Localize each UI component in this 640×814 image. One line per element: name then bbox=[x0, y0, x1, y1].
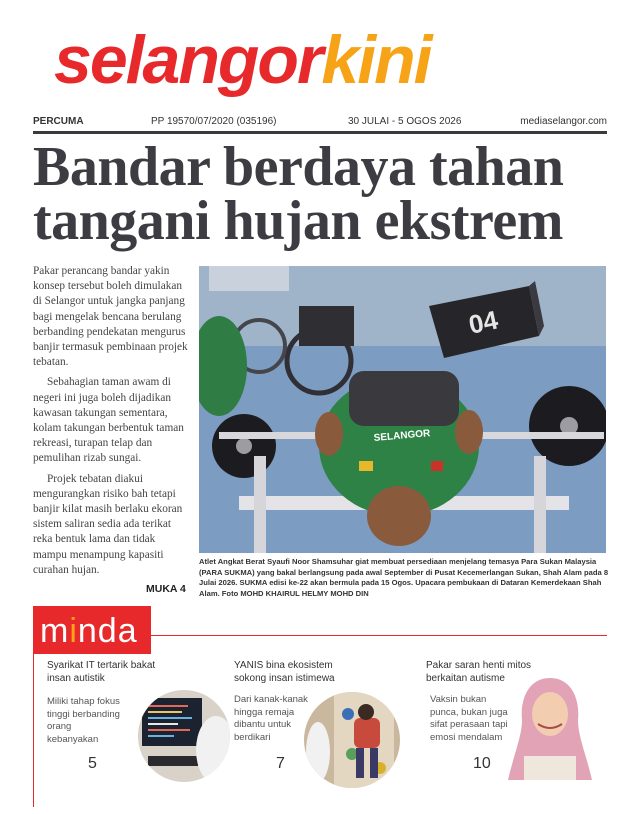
teaser-title: Syarikat IT tertarik bakat insan autistik bbox=[47, 660, 156, 684]
minda-label-start: m bbox=[40, 612, 70, 650]
article-body bbox=[33, 264, 191, 583]
photo-caption: Atlet Angkat Berat Syaufi Noor Shamsuhar giat membuat persediaan menjelang temasya Para Sukan Malaysia (PARA SUKMA) yang bakal berlangsung pada awal September di Pusat Kecemerlangan Sukan, Shah Alam pada 8 Julai 2026. SUKMA edisi ke-22 akan bermula pada 15 Ogos. Upacara pembukaan di Dataran Kemerdekaan Shah Alam. Foto MOHD KHAIRUL HELMY MOHD DIN bbox=[199, 557, 609, 598]
website-link[interactable]: mediaselangor.com bbox=[520, 116, 607, 127]
teaser-title: Pakar saran henti mitos berkaitan autisme bbox=[426, 660, 532, 684]
page-headline[interactable] bbox=[33, 136, 613, 252]
headline-line-1: Bandar berdaya tahan bbox=[33, 136, 564, 198]
issue-date: 30 JULAI - 5 OGOS 2026 bbox=[348, 116, 462, 127]
continued-page-link[interactable]: MUKA 4 bbox=[146, 583, 186, 595]
teaser-title: YANIS bina ekosistem sokong insan istimewa bbox=[234, 660, 335, 684]
permit-number: PP 19570/07/2020 (035196) bbox=[151, 116, 277, 127]
teaser-subtitle: Vaksin bukan punca, bukan juga sifat perasaan tapi emosi mendalam bbox=[430, 694, 508, 743]
article-paragraph: Sebahagian taman awam di negeri ini juga boleh dijadikan kawasan takungan sementara, kolam takungan berbentuk taman rekreasi, turapan telap dan pemulihan rizab sungai. bbox=[33, 376, 184, 465]
minda-label[interactable] bbox=[40, 611, 138, 651]
minda-label-i: i bbox=[69, 612, 78, 650]
logo-part-kini: kini bbox=[321, 22, 431, 98]
logo[interactable] bbox=[54, 20, 431, 100]
teaser-photo-portrait bbox=[504, 676, 596, 780]
teaser-page-number: 5 bbox=[88, 755, 97, 772]
masthead-rule bbox=[33, 131, 607, 134]
article-paragraph: Projek tebatan diakui mengurangkan risiko bah tetapi banjir kilat masih berlaku ekoran sistem saliran sedia ada terikat reka bentuk lama dan tidak mampu menampung kapasiti curahan hujan. bbox=[33, 472, 183, 576]
masthead bbox=[0, 0, 640, 118]
headline-line-2: tangani hujan ekstrem bbox=[33, 190, 563, 252]
teaser-page-number: 7 bbox=[276, 755, 285, 772]
teaser-subtitle: Dari kanak-kanak hingga remaja dibantu untuk berdikari bbox=[234, 694, 308, 743]
masthead-meta-row bbox=[33, 116, 607, 131]
lead-photo[interactable] bbox=[199, 266, 606, 553]
free-label: PERCUMA bbox=[33, 116, 84, 127]
shirt-print: SELANGOR bbox=[373, 428, 431, 444]
box-number: 04 bbox=[466, 304, 501, 340]
article-paragraph: Pakar perancang bandar yakin konsep tersebut boleh dimulakan di Selangor untuk jangka panjang bagi mengelak bencana berulang berbanding pendekatan mengurus banjir termasuk pembinaan projek tebatan. bbox=[33, 265, 188, 369]
teaser-photo-wall bbox=[304, 692, 400, 788]
minda-label-end: nda bbox=[77, 612, 138, 650]
teaser-subtitle: Miliki tahap fokus tinggi berbanding orang kebanyakan bbox=[47, 696, 120, 745]
teaser-page-number: 10 bbox=[473, 755, 491, 772]
teaser-photo-coding bbox=[138, 690, 230, 782]
lead-photo-illustration bbox=[199, 266, 606, 553]
logo-part-selangor: selangor bbox=[54, 22, 322, 98]
